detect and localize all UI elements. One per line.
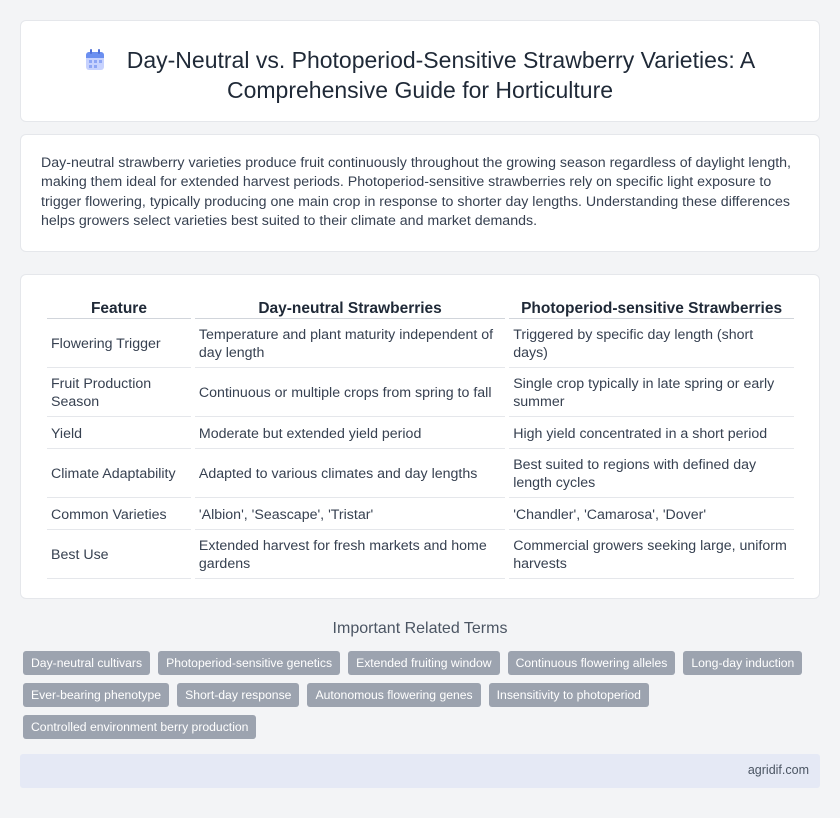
calendar-icon bbox=[85, 49, 105, 71]
comparison-card bbox=[20, 274, 820, 599]
table-cell: Best Use bbox=[47, 530, 191, 579]
page-title bbox=[21, 45, 819, 105]
table-cell: 'Albion', 'Seascape', 'Tristar' bbox=[195, 498, 505, 530]
table-row bbox=[47, 449, 794, 498]
related-term-tag[interactable]: Autonomous flowering genes bbox=[307, 683, 480, 707]
site-link[interactable]: agridif.com bbox=[747, 763, 809, 777]
related-term-tag[interactable]: Continuous flowering alleles bbox=[508, 651, 676, 675]
related-term-tag[interactable]: Extended fruiting window bbox=[348, 651, 500, 675]
table-cell: Moderate but extended yield period bbox=[195, 417, 505, 449]
table-cell: Temperature and plant maturity independent of day length bbox=[195, 319, 505, 368]
table-cell: Commercial growers seeking large, uniform harvests bbox=[509, 530, 794, 579]
table-row bbox=[47, 498, 794, 530]
table-cell: Best suited to regions with defined day length cycles bbox=[509, 449, 794, 498]
table-cell: Continuous or multiple crops from spring to fall bbox=[195, 368, 505, 417]
table-cell: Fruit Production Season bbox=[47, 368, 191, 417]
header-card bbox=[20, 20, 820, 122]
related-term-tag[interactable]: Photoperiod-sensitive genetics bbox=[158, 651, 340, 675]
table-cell: Single crop typically in late spring or early summer bbox=[509, 368, 794, 417]
related-term-tag[interactable]: Ever-bearing phenotype bbox=[23, 683, 169, 707]
related-terms-heading: Important Related Terms bbox=[332, 620, 508, 637]
related-term-tag[interactable]: Controlled environment berry production bbox=[23, 715, 256, 739]
table-cell: Adapted to various climates and day lengths bbox=[195, 449, 505, 498]
intro-card bbox=[20, 134, 820, 252]
comparison-table bbox=[43, 295, 798, 579]
table-row bbox=[47, 417, 794, 449]
related-term-tag[interactable]: Long-day induction bbox=[683, 651, 802, 675]
table-cell: Yield bbox=[47, 417, 191, 449]
table-header-row bbox=[47, 295, 794, 319]
table-cell: Extended harvest for fresh markets and home gardens bbox=[195, 530, 505, 579]
table-cell: Triggered by specific day length (short days) bbox=[509, 319, 794, 368]
page-title-text: Day-Neutral vs. Photoperiod-Sensitive Strawberry Varieties: A Comprehensive Guide for Horticulture bbox=[126, 47, 756, 103]
table-row bbox=[47, 368, 794, 417]
table-cell: 'Chandler', 'Camarosa', 'Dover' bbox=[509, 498, 794, 530]
table-row bbox=[47, 319, 794, 368]
intro-paragraph: Day-neutral strawberry varieties produce fruit continuously throughout the growing season regardless of daylight length, making them ideal for extended harvest periods. Photoperiod-sensitive strawberries rely on specific light exposure to trigger flowering, typically producing one main crop in response to shorter day lengths. Understanding these differences helps growers select varieties best suited to their climate and market demands. bbox=[41, 155, 791, 230]
related-term-tag[interactable]: Short-day response bbox=[177, 683, 299, 707]
related-term-tag[interactable]: Insensitivity to photoperiod bbox=[489, 683, 649, 707]
column-header-photoperiod: Photoperiod-sensitive Strawberries bbox=[509, 295, 794, 319]
footer bbox=[20, 754, 820, 788]
related-terms-list bbox=[23, 651, 803, 739]
header bbox=[21, 45, 819, 105]
table-cell: Common Varieties bbox=[47, 498, 191, 530]
table-row bbox=[47, 530, 794, 579]
table-cell: Flowering Trigger bbox=[47, 319, 191, 368]
table-cell: High yield concentrated in a short period bbox=[509, 417, 794, 449]
table-cell: Climate Adaptability bbox=[47, 449, 191, 498]
column-header-day-neutral: Day-neutral Strawberries bbox=[195, 295, 505, 319]
column-header-feature: Feature bbox=[47, 295, 191, 319]
related-term-tag[interactable]: Day-neutral cultivars bbox=[23, 651, 150, 675]
